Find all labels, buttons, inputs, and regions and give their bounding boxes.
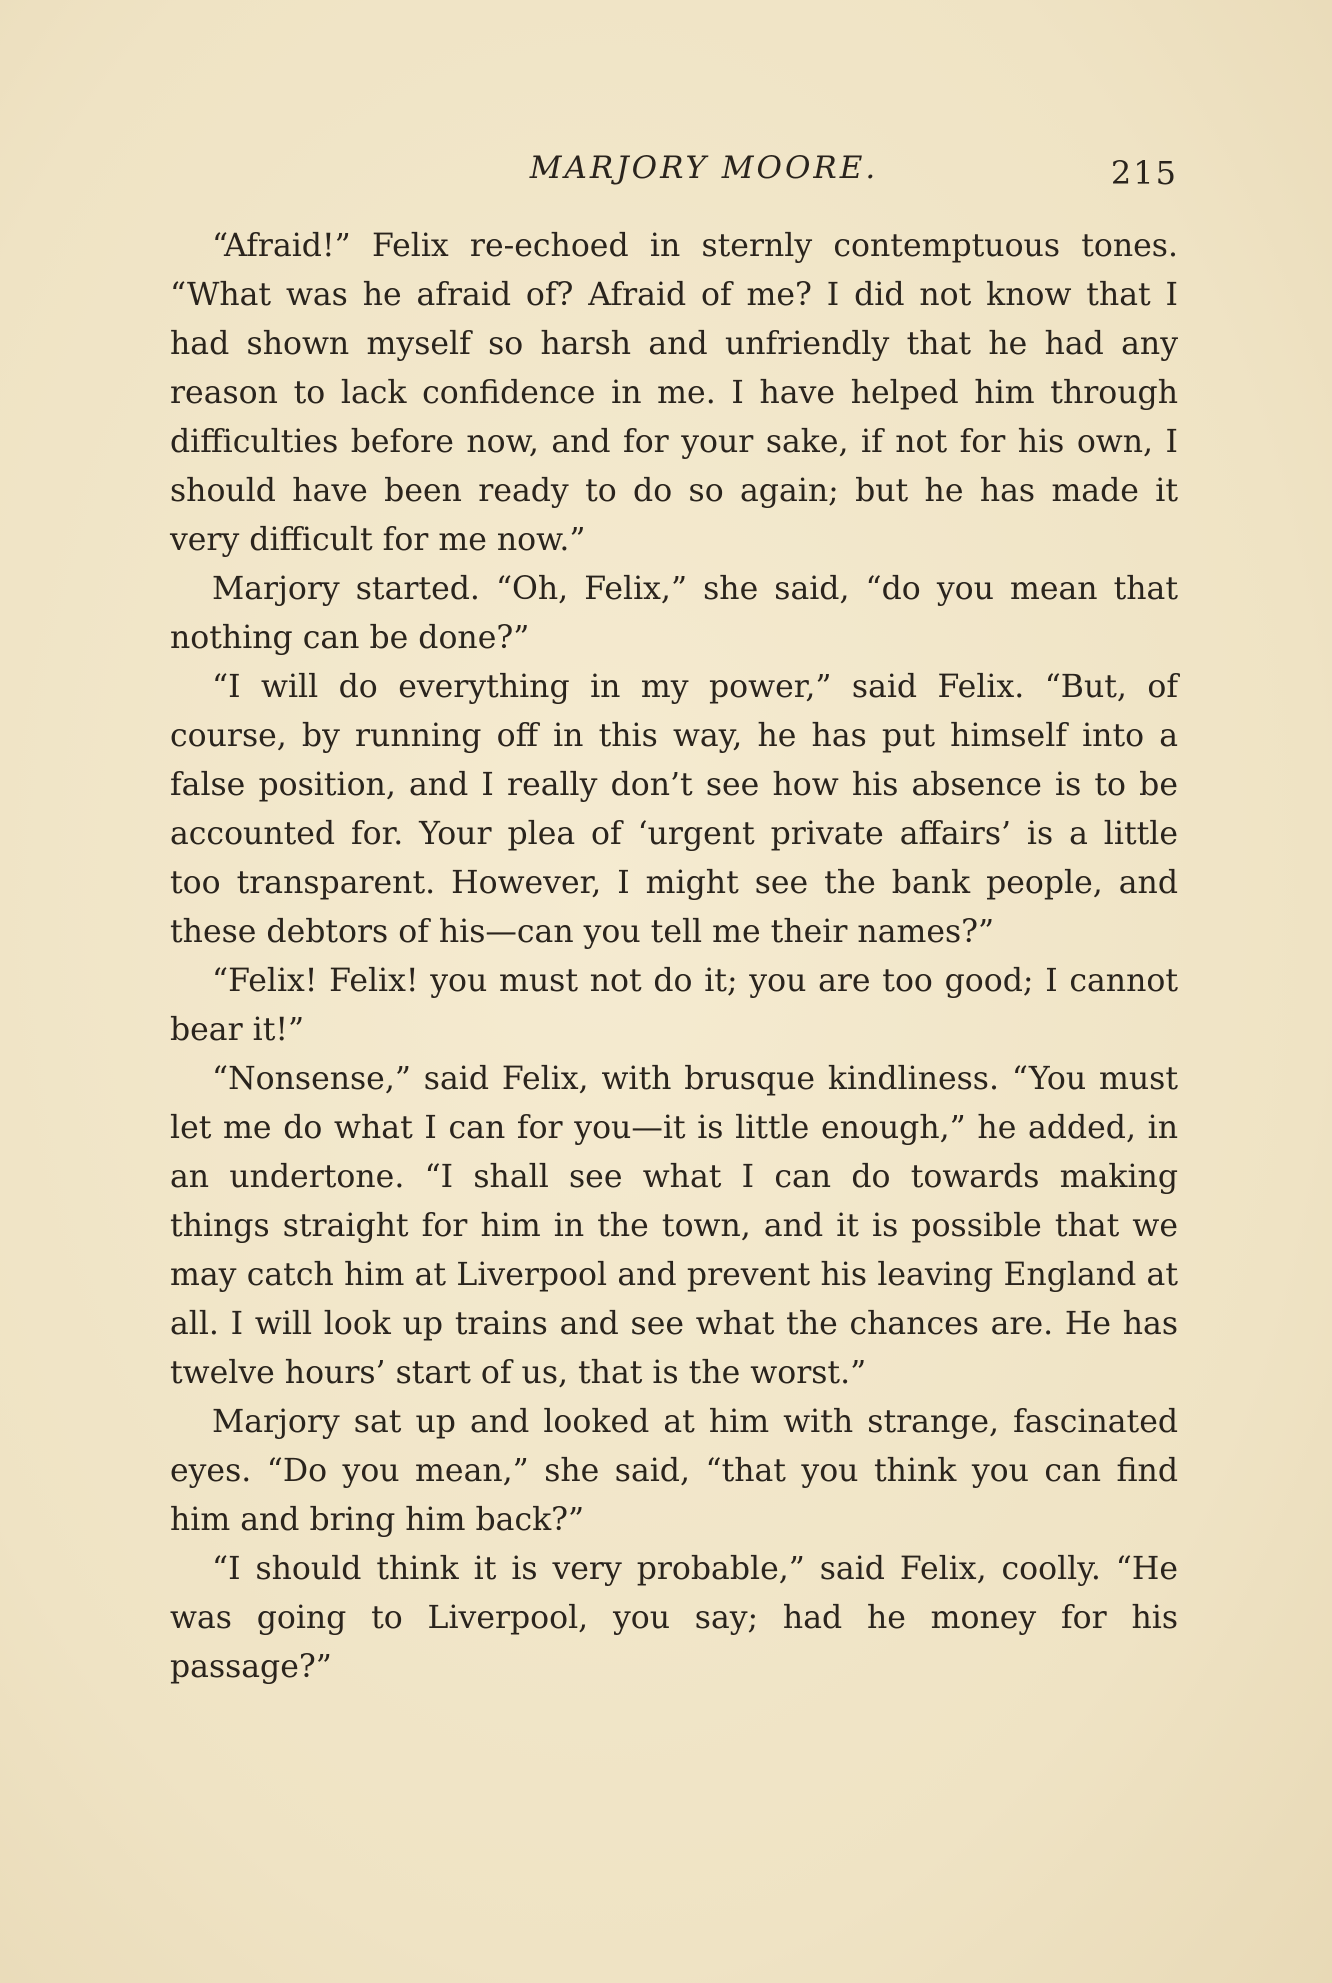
page-number: 215 bbox=[1110, 154, 1178, 192]
paragraph: “I should think it is very probable,” said Felix, coolly. “He was going to Liverpool, you say; had he money for his passage?” bbox=[170, 1551, 1178, 1685]
paragraph: “Nonsense,” said Felix, with brusque kindliness. “You must let me do what I can for you—it is little enough,” he added, in an undertone. “I shall see what I can do towards making things straight for him in the town, and it is possible that we may catch him at Liverpool and prevent his leaving England at all. I will look up trains and see what the chances are. He has twelve hours’ start of us, that is the worst.” bbox=[170, 1061, 1178, 1391]
paragraph: “I will do everything in my power,” said Felix. “But, of course, by running off in this way, he has put himself into a false position, and I really don’t see how his absence is to be accounted for. Your plea of ‘urgent private affairs’ is a little too transparent. However, I might see the bank people, and these debtors of his—can you tell me their names?” bbox=[170, 669, 1178, 950]
running-title: MARJORY MOORE. bbox=[529, 150, 879, 186]
paragraph: Marjory started. “Oh, Felix,” she said, “do you mean that nothing can be done?” bbox=[170, 571, 1178, 656]
body-text bbox=[170, 222, 1178, 1692]
page-header bbox=[170, 150, 1178, 200]
paragraph: “Felix! Felix! you must not do it; you are too good; I cannot bear it!” bbox=[170, 963, 1178, 1048]
paragraph: Marjory sat up and looked at him with strange, fascinated eyes. “Do you mean,” she said, “that you think you can find him and bring him back?” bbox=[170, 1404, 1178, 1538]
paragraph: “Afraid!” Felix re-echoed in sternly contemptuous tones. “What was he afraid of? Afraid of me? I did not know that I had shown myself so harsh and unfriendly that he had any reason to lack confidence in me. I have helped him through difficulties before now, and for your sake, if not for his own, I should have been ready to do so again; but he has made it very difficult for me now.” bbox=[170, 228, 1178, 558]
